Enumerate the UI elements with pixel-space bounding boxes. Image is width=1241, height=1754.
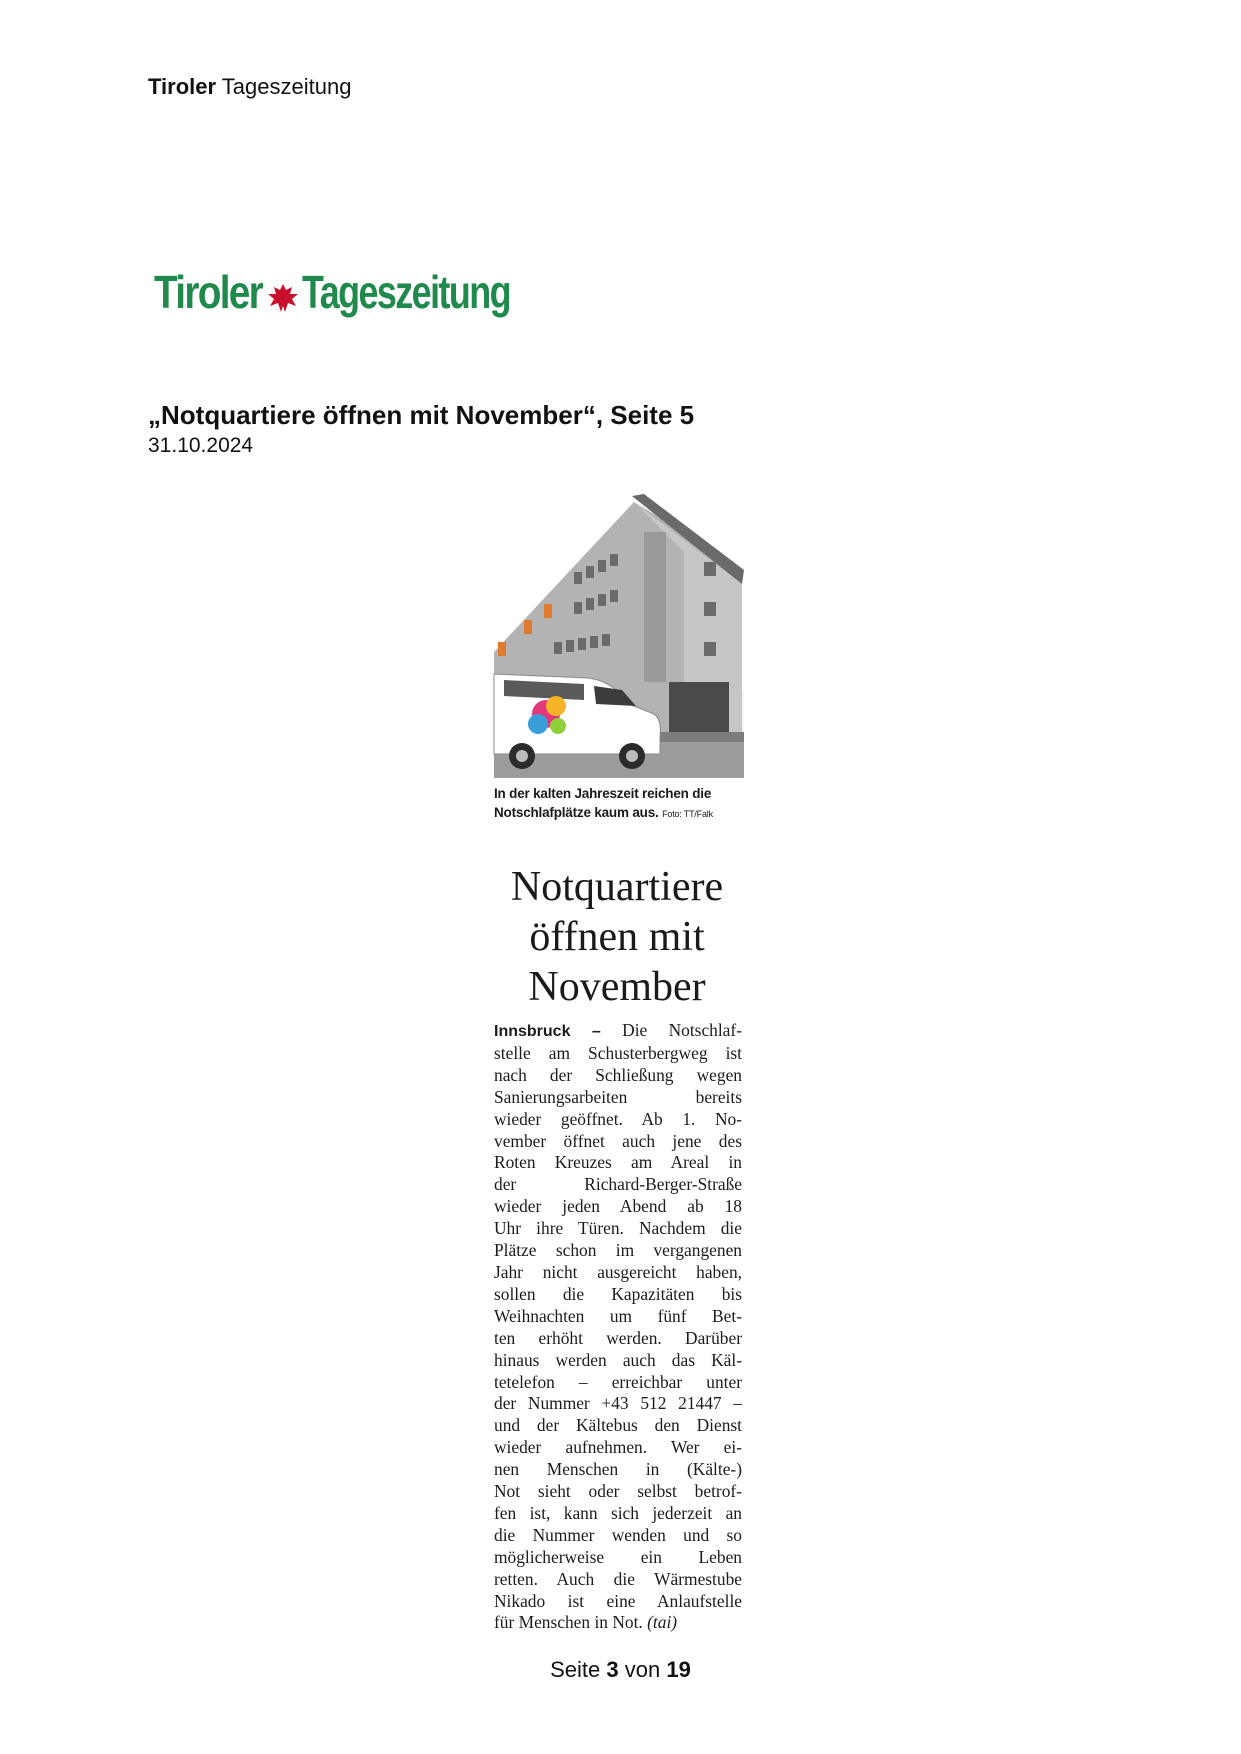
body-line: der Nummer +43 512 21447 – [494,1393,742,1414]
author-signature: (tai) [647,1612,678,1633]
body-line-text: Die Notschlaf- [622,1020,742,1040]
headline-line: Notquartiere [510,864,724,910]
body-line: tetelefon – erreichbar unter [494,1371,742,1392]
headline-line: öffnen mit [529,914,705,960]
header-brand-bold: Tiroler [148,74,217,99]
body-line: Weihnachten um fünf Bet- [494,1305,742,1326]
tiroler-tageszeitung-logo [154,262,514,320]
footer-page-total: 19 [666,1657,691,1682]
body-line-last [494,1612,742,1634]
body-line-0 [494,1020,742,1043]
header-brand-rest: Tageszeitung [221,74,352,99]
tyrolean-eagle-icon [268,284,298,312]
body-line: nen Menschen in (Kälte-) [494,1459,742,1480]
page-footer [0,1657,1241,1683]
body-line: möglicherweise ein Leben [494,1546,742,1567]
body-line: wieder jeden Abend ab 18 [494,1196,742,1217]
body-line: Uhr ihre Türen. Nachdem die [494,1218,742,1239]
body-line: retten. Auch die Wärmestube [494,1568,742,1589]
body-line: der Richard-Berger-Straße [494,1174,742,1195]
logo-word-tiroler: Tiroler [154,266,264,318]
body-line: sollen die Kapazitäten bis [494,1283,742,1304]
body-line: die Nummer wenden und so [494,1524,742,1545]
body-line: Jahr nicht ausgereicht haben, [494,1261,742,1282]
body-line: nach der Schließung wegen [494,1064,742,1085]
footer-prefix: Seite [550,1657,601,1682]
photo-caption [494,784,744,824]
article-photo [494,492,744,778]
headline-line: November [528,964,706,1010]
body-line: Sanierungsarbeiten bereits [494,1086,742,1107]
clip-title: „Notquartiere öffnen mit November“, Seite 5 [148,400,695,430]
clip-date: 31.10.2024 [148,434,254,457]
footer-middle: von [624,1657,661,1682]
body-line: wieder aufnehmen. Wer ei- [494,1437,742,1458]
body-line: wieder geöffnet. Ab 1. No- [494,1108,742,1129]
caption-text: In der kalten Jahreszeit reichen die Notschlafplätze kaum aus. [494,786,712,820]
body-line-text: für Menschen in Not. [494,1612,643,1633]
dateline: Innsbruck – [494,1023,601,1040]
body-line: Not sieht oder selbst betrof- [494,1481,742,1502]
body-line: und der Kältebus den Dienst [494,1415,742,1436]
body-line: Plätze schon im vergangenen [494,1240,742,1261]
body-line: hinaus werden auch das Käl- [494,1349,742,1370]
logo-word-tageszeitung: Tageszeitung [302,266,510,318]
footer-page-number: 3 [606,1657,619,1682]
article-headline [470,862,764,1012]
body-line: fen ist, kann sich jederzeit an [494,1502,742,1523]
photo-credit: Foto: TT/Falk [662,809,713,819]
body-line: vember öffnet auch jene des [494,1130,742,1151]
body-line: Roten Kreuzes am Areal in [494,1152,742,1173]
body-line: Nikado ist eine Anlaufstelle [494,1590,742,1611]
article-body [494,1020,742,1634]
body-line: ten erhöht werden. Darüber [494,1327,742,1348]
document-header [148,74,351,100]
body-line: stelle am Schusterbergweg ist [494,1042,742,1063]
